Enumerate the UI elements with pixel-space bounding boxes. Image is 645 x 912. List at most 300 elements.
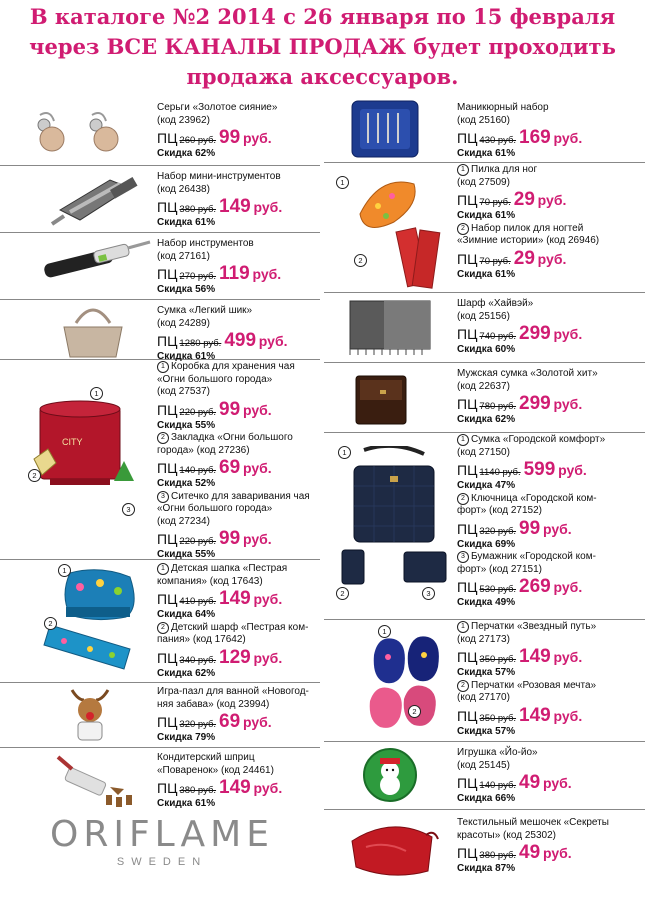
- discount: Скидка 49%: [457, 597, 516, 608]
- product-name: [157, 686, 309, 711]
- product-entry: [457, 223, 599, 282]
- price-row: [457, 705, 596, 726]
- product-name: [157, 752, 282, 777]
- currency: руб.: [553, 707, 583, 724]
- price-row: [157, 263, 281, 284]
- product-name: [457, 434, 605, 447]
- product-name-text: Сумка «Городской комфорт»: [471, 434, 606, 445]
- svg-text:CITY: CITY: [62, 437, 83, 447]
- product-number-badge: 1: [157, 563, 169, 575]
- product-code: (код 23962): [157, 114, 210, 126]
- price-row: [157, 196, 282, 217]
- product-name: [157, 563, 308, 588]
- product-entry: [457, 434, 605, 493]
- product-name-text: Бумажник «Городской ком- форт» (код 27151): [457, 551, 596, 575]
- new-price: 149: [219, 777, 251, 798]
- product-text: [157, 686, 309, 745]
- discount: Скидка 52%: [157, 478, 216, 489]
- discount: Скидка 61%: [457, 268, 516, 280]
- product-name: [457, 368, 598, 381]
- old-price: 320 руб.: [179, 719, 217, 730]
- product-name: [457, 621, 596, 634]
- product-code: (код 24289): [157, 317, 210, 329]
- product-text: [457, 368, 598, 427]
- product-mini-tools[interactable]: [0, 165, 320, 233]
- old-price: 430 руб.: [479, 135, 517, 146]
- product-entry: [457, 164, 599, 223]
- product-name: [457, 680, 596, 693]
- price-label: ПЦ: [457, 250, 478, 267]
- header-line-1: В каталоге №2 2014 с 26 января по 15 февраля: [29, 4, 616, 29]
- price-label: ПЦ: [157, 780, 178, 796]
- price-row: [457, 459, 605, 480]
- product-name: [457, 164, 599, 177]
- price-label: ПЦ: [157, 401, 178, 418]
- currency: руб.: [537, 250, 567, 267]
- product-text: [457, 621, 596, 738]
- product-earrings[interactable]: [0, 95, 320, 166]
- product-text: [457, 298, 582, 357]
- new-price: 99: [519, 517, 541, 539]
- product-group-foot-nail-files[interactable]: [324, 162, 645, 293]
- old-price: 340 руб.: [179, 654, 217, 666]
- currency: руб.: [542, 775, 572, 791]
- product-entry: [157, 238, 281, 297]
- product-entry: [157, 432, 310, 491]
- old-price: 350 руб.: [479, 654, 517, 665]
- product-text: [157, 102, 277, 161]
- discount: Скидка 69%: [457, 538, 516, 550]
- product-name-text: Детская шапка «Пестрая компания» (код 17643): [157, 563, 288, 587]
- new-price: 149: [519, 646, 551, 667]
- product-name-text: Набор инструментов: [157, 238, 254, 249]
- price-label: ПЦ: [457, 326, 478, 342]
- old-price: 350 руб.: [479, 712, 517, 724]
- city-comfort-image: [334, 446, 454, 586]
- new-price: 99: [219, 528, 241, 549]
- new-price: 299: [519, 393, 551, 414]
- currency: руб.: [542, 845, 572, 861]
- old-price: 70 руб.: [479, 197, 511, 208]
- new-price: 49: [519, 772, 541, 793]
- product-name-text: Сумка «Легкий шик»: [157, 305, 253, 316]
- product-entry: [157, 361, 310, 432]
- product-name: [157, 171, 282, 184]
- price-label: ПЦ: [457, 462, 478, 478]
- product-textile-pouch[interactable]: [324, 809, 645, 889]
- new-price: 119: [219, 263, 250, 284]
- new-price: 599: [523, 459, 556, 480]
- product-code: (код 27150): [457, 446, 510, 458]
- discount: Скидка 61%: [157, 798, 216, 809]
- currency: руб.: [242, 714, 272, 730]
- price-row: [457, 646, 596, 667]
- textile-pouch-image: [346, 817, 446, 881]
- price-row: [457, 248, 599, 269]
- price-label: ПЦ: [457, 707, 478, 724]
- new-price: 149: [219, 588, 251, 609]
- currency: руб.: [553, 579, 583, 595]
- price-label: ПЦ: [157, 591, 178, 607]
- new-price: 499: [224, 330, 257, 351]
- product-manicure-set[interactable]: [324, 95, 645, 163]
- discount: Скидка 62%: [157, 667, 216, 679]
- new-price: 49: [519, 842, 541, 863]
- old-price: 220 руб.: [179, 536, 217, 547]
- product-name-text: Шарф «Хайвэй»: [457, 298, 534, 309]
- bag-image: [58, 301, 128, 359]
- product-code: (код 22637): [457, 380, 510, 392]
- product-name: [157, 361, 310, 386]
- old-price: 740 руб.: [479, 331, 517, 342]
- product-name: [457, 747, 572, 760]
- discount: Скидка 61%: [457, 210, 516, 221]
- price-row: [457, 842, 609, 863]
- product-scarf-highway[interactable]: [324, 292, 645, 363]
- product-number-badge: 2: [457, 223, 469, 235]
- currency: руб.: [252, 266, 282, 282]
- product-name: [457, 817, 609, 842]
- marker-1: 1: [90, 387, 103, 400]
- marker-2: 2: [28, 469, 41, 482]
- product-code: (код 27234): [157, 515, 210, 527]
- new-price: 99: [219, 398, 241, 420]
- product-name: [157, 238, 281, 251]
- price-row: [157, 777, 282, 798]
- product-number-badge: 1: [457, 434, 469, 446]
- product-pastry-syringe[interactable]: [0, 747, 320, 822]
- price-label: ПЦ: [457, 520, 478, 537]
- product-number-badge: 2: [157, 622, 169, 634]
- header-line-3: продажа аксессуаров.: [186, 64, 459, 89]
- marker-2: 2: [354, 254, 367, 267]
- product-group-city-comfort[interactable]: [324, 432, 645, 620]
- marker-1: 1: [58, 564, 71, 577]
- product-name-text: Кондитерский шприц «Поваренок» (код 24461): [157, 752, 274, 776]
- product-mens-bag-golden-hit[interactable]: [324, 362, 645, 433]
- product-name-text: Коробка для хранения чая «Огни большого города»: [157, 361, 295, 385]
- product-name-text: Мужская сумка «Золотой хит»: [457, 368, 598, 379]
- discount: Скидка 57%: [457, 725, 516, 737]
- product-entry: [457, 747, 572, 806]
- product-name-text: Игра-пазл для ванной «Новогод- няя забава» (код 23994): [157, 686, 309, 710]
- new-price: 149: [519, 704, 551, 726]
- product-name: [157, 622, 308, 647]
- discount: Скидка 64%: [157, 609, 216, 620]
- product-name-text: Ключница «Городской ком- форт» (код 27152): [457, 492, 597, 516]
- product-entry: [157, 622, 308, 681]
- product-code: (код 25160): [457, 114, 510, 126]
- currency: руб.: [242, 401, 272, 418]
- discount: Скидка 47%: [457, 480, 516, 491]
- product-text: [457, 164, 599, 281]
- product-number-badge: 2: [457, 493, 469, 505]
- price-row: [457, 323, 582, 344]
- marker-3: 3: [422, 587, 435, 600]
- new-price: 169: [519, 127, 551, 148]
- new-price: 99: [219, 127, 241, 148]
- product-yo-yo[interactable]: [324, 741, 645, 810]
- product-entry: [457, 680, 596, 739]
- old-price: 220 руб.: [179, 406, 217, 418]
- marker-1: 1: [336, 176, 349, 189]
- old-price: 260 руб.: [179, 135, 217, 146]
- product-name-text: Пилка для ног: [471, 164, 538, 175]
- product-text: [157, 563, 308, 680]
- price-label: ПЦ: [457, 192, 478, 208]
- discount: Скидка 55%: [157, 549, 216, 560]
- product-entry: [157, 171, 282, 230]
- brand-name: ORIFLAME: [50, 814, 274, 855]
- product-name-text: Набор мини-инструментов: [157, 171, 281, 182]
- price-row: [157, 457, 310, 478]
- currency: руб.: [542, 520, 572, 537]
- product-entry: [157, 686, 309, 745]
- currency: руб.: [242, 460, 272, 476]
- price-label: ПЦ: [157, 130, 178, 146]
- product-name: [457, 551, 605, 576]
- product-name-text: Перчатки «Розовая мечта»: [471, 679, 597, 691]
- discount: Скидка 62%: [157, 148, 216, 159]
- old-price: 380 руб.: [479, 850, 517, 861]
- product-number-badge: 3: [157, 491, 169, 503]
- old-price: 70 руб.: [479, 255, 511, 267]
- currency: руб.: [553, 396, 583, 412]
- product-bath-puzzle[interactable]: [0, 682, 320, 748]
- price-label: ПЦ: [457, 845, 478, 861]
- discount: Скидка 87%: [457, 863, 516, 874]
- reindeer-puzzle-image: [62, 686, 118, 744]
- discount: Скидка 62%: [457, 414, 516, 425]
- manicure-set-image: [342, 97, 432, 159]
- marker-1: 1: [338, 446, 351, 459]
- old-price: 380 руб.: [179, 204, 217, 215]
- old-price: 1280 руб.: [179, 338, 222, 349]
- old-price: 140 руб.: [479, 780, 517, 791]
- product-name-text: Маникюрный набор: [457, 102, 549, 113]
- product-number-badge: 1: [457, 621, 469, 633]
- marker-2: 2: [408, 705, 421, 718]
- product-code: (код 27161): [157, 250, 210, 262]
- price-label: ПЦ: [457, 130, 478, 146]
- currency: руб.: [253, 591, 283, 607]
- currency: руб.: [253, 649, 283, 666]
- price-row: [457, 393, 598, 414]
- price-row: [157, 711, 309, 732]
- new-price: 299: [519, 323, 551, 344]
- product-entry: [157, 102, 277, 161]
- price-label: ПЦ: [157, 333, 178, 349]
- price-label: ПЦ: [157, 531, 178, 547]
- currency: руб.: [242, 531, 272, 547]
- old-price: 530 руб.: [479, 584, 517, 595]
- product-text: [157, 305, 288, 364]
- price-label: ПЦ: [457, 396, 478, 412]
- product-name-text: Серьги «Золотое сияние»: [157, 102, 278, 113]
- price-label: ПЦ: [457, 649, 478, 665]
- product-name-text: Игрушка «Йо-йо»: [457, 747, 538, 758]
- product-name-text: Закладка «Огни большого города» (код 27236): [157, 432, 293, 456]
- marker-1: 1: [378, 625, 391, 638]
- product-entry: [457, 493, 605, 552]
- product-tool-set[interactable]: [0, 232, 320, 300]
- price-row: [457, 189, 599, 210]
- discount: Скидка 57%: [457, 667, 516, 678]
- product-group-gloves[interactable]: [324, 619, 645, 742]
- product-text: [157, 238, 281, 297]
- price-row: [457, 772, 572, 793]
- currency: руб.: [558, 462, 587, 478]
- product-bag-light-chic[interactable]: [0, 299, 320, 360]
- price-row: [157, 588, 308, 609]
- price-row: [457, 576, 605, 597]
- product-name: [457, 102, 582, 115]
- marker-3: 3: [122, 503, 135, 516]
- pastry-syringe-image: [50, 751, 140, 811]
- product-code: (код 27509): [457, 176, 510, 188]
- currency: руб.: [537, 192, 567, 208]
- discount: Скидка 61%: [157, 217, 216, 228]
- product-name-text: Детский шарф «Пестрая ком- пания» (код 17642): [157, 621, 309, 645]
- new-price: 69: [219, 711, 241, 732]
- product-code: (код 26438): [157, 183, 210, 195]
- product-text: [457, 747, 572, 806]
- price-label: ПЦ: [157, 649, 178, 666]
- product-entry: [457, 817, 609, 876]
- old-price: 140 руб.: [179, 465, 217, 476]
- earrings-image: [22, 107, 142, 157]
- currency: руб.: [258, 333, 288, 349]
- product-entry: [457, 368, 598, 427]
- price-row: [157, 399, 310, 420]
- product-name: [157, 102, 277, 115]
- product-text: [157, 171, 282, 230]
- product-name: [457, 298, 582, 311]
- currency: руб.: [253, 780, 283, 796]
- product-name-text: Ситечко для заваривания чая «Огни большого города»: [157, 490, 310, 514]
- product-text: [157, 361, 310, 562]
- price-label: ПЦ: [157, 199, 178, 215]
- product-text: [457, 817, 609, 876]
- new-price: 69: [219, 457, 241, 478]
- mens-bag-image: [346, 366, 426, 428]
- product-entry: [457, 551, 605, 610]
- product-name-text: Набор пилок для ногтей «Зимние истории» (код 26946): [457, 222, 600, 246]
- product-name: [457, 493, 605, 518]
- header-line-2: через ВСЕ КАНАЛЫ ПРОДАЖ будет проходить: [29, 34, 616, 59]
- brand-sub: SWEDEN: [116, 856, 208, 868]
- product-code: (код 27173): [457, 633, 510, 645]
- product-entry: [457, 621, 596, 680]
- product-name-text: Текстильный мешочек «Секреты красоты» (код 25302): [457, 817, 609, 841]
- product-text: [157, 752, 282, 811]
- price-row: [457, 518, 605, 539]
- discount: Скидка 55%: [157, 419, 216, 431]
- new-price: 29: [513, 189, 535, 210]
- discount: Скидка 56%: [157, 284, 216, 295]
- price-label: ПЦ: [457, 775, 478, 791]
- product-code: (код 27537): [157, 386, 210, 397]
- product-number-badge: 2: [457, 680, 469, 692]
- price-row: [157, 647, 308, 668]
- currency: руб.: [553, 326, 583, 342]
- price-label: ПЦ: [157, 460, 178, 476]
- price-label: ПЦ: [157, 714, 178, 730]
- price-row: [157, 127, 277, 148]
- mini-tools-image: [50, 170, 150, 228]
- currency: руб.: [553, 130, 583, 146]
- product-entry: [457, 102, 582, 161]
- price-label: ПЦ: [457, 579, 478, 595]
- marker-2: 2: [336, 587, 349, 600]
- scarf-image: [344, 297, 436, 357]
- yo-yo-image: [360, 745, 420, 805]
- discount: Скидка 61%: [157, 351, 216, 362]
- old-price: 1140 руб.: [479, 467, 521, 478]
- product-name-text: Перчатки «Звездный путь»: [471, 621, 597, 632]
- product-group-tea-city-lights[interactable]: [0, 359, 320, 560]
- product-entry: [157, 491, 310, 562]
- product-text: [457, 102, 582, 161]
- product-code: (код 25156): [457, 310, 510, 322]
- product-entry: [157, 752, 282, 811]
- gloves-image: [364, 625, 454, 737]
- new-price: 269: [519, 576, 551, 597]
- currency: руб.: [242, 130, 272, 146]
- old-price: 320 руб.: [479, 525, 517, 537]
- discount: Скидка 79%: [157, 732, 216, 743]
- currency: руб.: [253, 199, 283, 215]
- old-price: 270 руб.: [179, 271, 217, 282]
- price-row: [157, 528, 310, 549]
- price-row: [457, 127, 582, 148]
- marker-2: 2: [44, 617, 57, 630]
- product-entry: [457, 298, 582, 357]
- product-text: [457, 434, 605, 610]
- price-row: [157, 330, 288, 351]
- old-price: 780 руб.: [479, 401, 517, 412]
- product-code: (код 27170): [457, 692, 510, 703]
- files-image: [344, 166, 454, 290]
- currency: руб.: [553, 649, 583, 665]
- new-price: 29: [513, 247, 535, 269]
- new-price: 129: [219, 646, 251, 668]
- discount: Скидка 61%: [457, 148, 516, 159]
- product-code: (код 25145): [457, 759, 510, 771]
- product-number-badge: 3: [457, 551, 469, 563]
- product-name: [157, 305, 288, 318]
- tool-set-image: [38, 240, 153, 292]
- new-price: 149: [219, 196, 251, 217]
- page-header: [0, 2, 645, 92]
- product-number-badge: 2: [157, 432, 169, 444]
- oriflame-logo: [17, 815, 307, 869]
- product-name: [157, 491, 310, 516]
- product-number-badge: 1: [157, 361, 169, 373]
- product-group-kids-hat-scarf[interactable]: [0, 559, 320, 683]
- product-entry: [157, 563, 308, 622]
- product-name: [457, 223, 599, 248]
- product-entry: [157, 305, 288, 364]
- product-number-badge: 1: [457, 164, 469, 176]
- tea-box-image: [10, 399, 150, 519]
- old-price: 380 руб.: [179, 785, 217, 796]
- price-label: ПЦ: [157, 266, 178, 282]
- discount: Скидка 66%: [457, 793, 516, 804]
- discount: Скидка 60%: [457, 344, 516, 355]
- old-price: 410 руб.: [179, 596, 217, 607]
- product-name: [157, 432, 310, 457]
